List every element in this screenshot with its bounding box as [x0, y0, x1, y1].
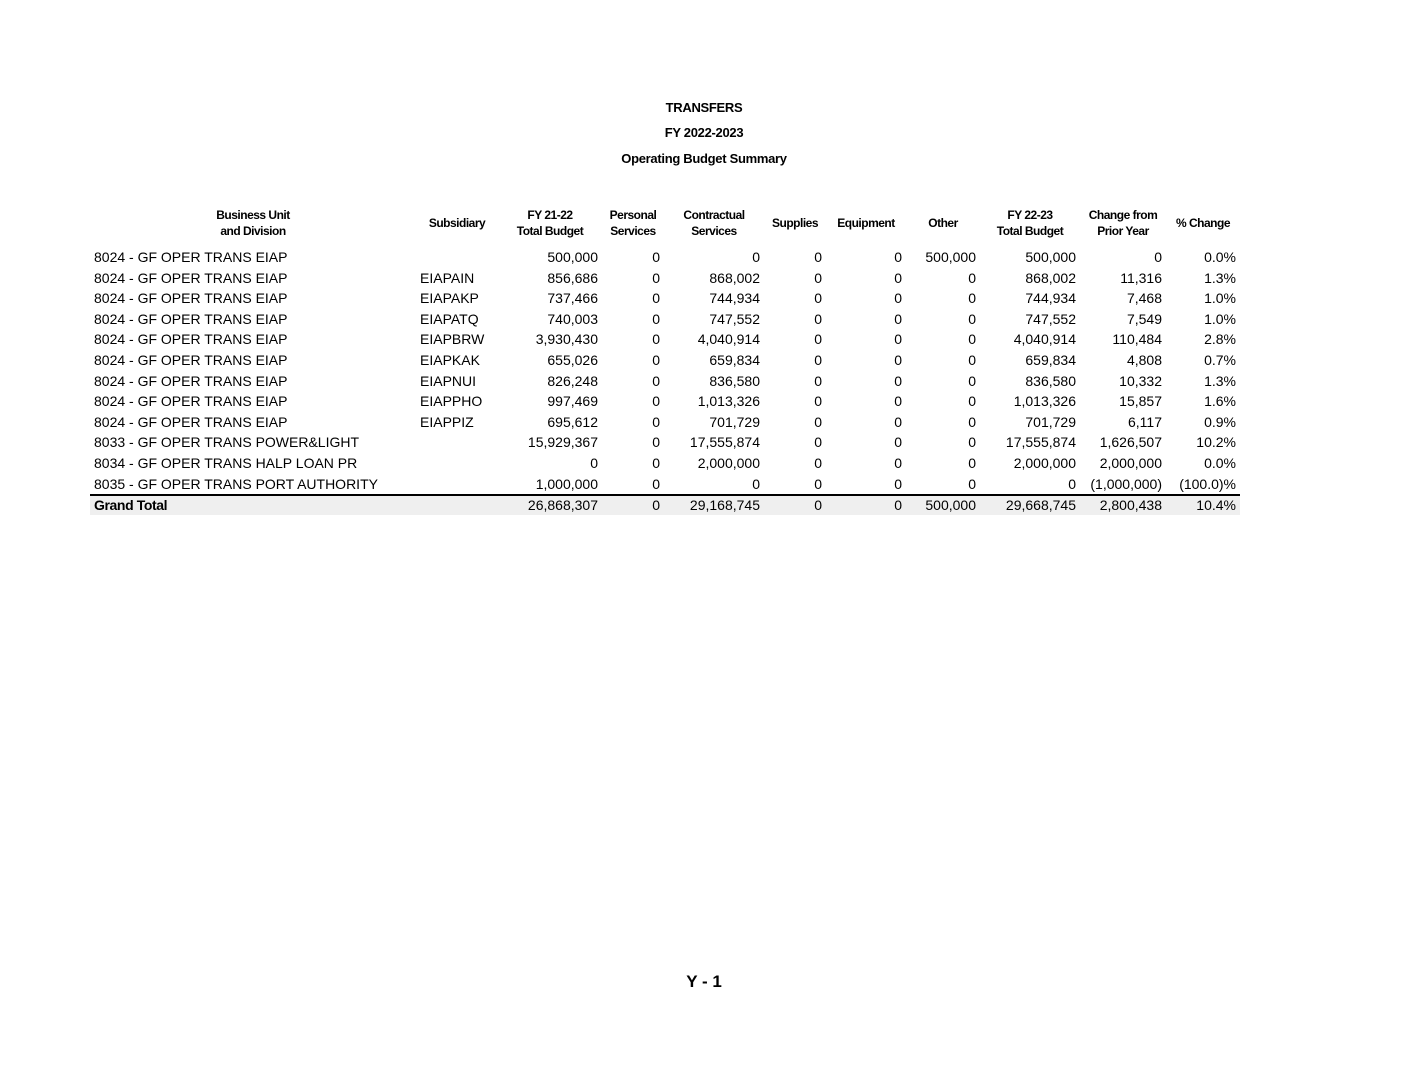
cell-fy21-22-total-budget: 740,003: [547, 310, 598, 327]
cell-contractual-services: 744,934: [709, 290, 760, 307]
cell-supplies: 0: [814, 310, 822, 327]
cell-fy21-22-total-budget: 997,469: [547, 393, 598, 410]
grand-total-row: [90, 495, 1240, 515]
cell-subsidiary: [416, 495, 498, 515]
cell-change-from-prior-year: 15,857: [1119, 393, 1162, 410]
table-row: [90, 288, 1240, 309]
cell-other: 0: [968, 269, 976, 286]
cell-equipment: 0: [894, 454, 902, 471]
cell-personal-services: 0: [652, 249, 660, 265]
cell-fy21-22-total-budget: 15,929,367: [527, 434, 598, 451]
column-header-personal-services: [602, 203, 664, 247]
column-header-business-unit: [90, 203, 416, 247]
cell-other: 0: [968, 372, 976, 389]
cell-percent-change: 0.7%: [1204, 351, 1236, 368]
cell-percent-change: 0.9%: [1204, 413, 1236, 430]
cell-supplies: 0: [764, 495, 826, 515]
column-header-line2: Total Budget: [996, 224, 1064, 238]
cell-contractual-services: 4,040,914: [697, 331, 760, 348]
report-title: TRANSFERS: [665, 100, 743, 115]
cell-business-unit: 8024 - GF OPER TRANS EIAP: [94, 393, 288, 410]
column-header-line1: Personal: [609, 208, 657, 222]
cell-fy21-22-total-budget: 655,026: [547, 351, 598, 368]
column-header-line1: Change from: [1088, 208, 1158, 222]
cell-percent-change: 1.0%: [1204, 310, 1236, 327]
column-header-line2: Services: [691, 224, 737, 238]
cell-change-from-prior-year: 110,484: [1112, 331, 1162, 348]
cell-supplies: 0: [814, 351, 822, 368]
cell-business-unit: 8033 - GF OPER TRANS POWER&LIGHT: [94, 434, 360, 451]
cell-contractual-services: 836,580: [709, 372, 760, 389]
column-header-equipment: [826, 203, 906, 247]
cell-change-from-prior-year: 0: [1154, 249, 1162, 265]
cell-other: 0: [968, 413, 976, 430]
cell-percent-change: 10.2%: [1196, 434, 1236, 451]
cell-fy22-23-total-budget: 29,668,745: [980, 495, 1080, 515]
cell-percent-change: 1.3%: [1204, 372, 1236, 389]
cell-change-from-prior-year: 4,808: [1126, 351, 1162, 368]
cell-fy21-22-total-budget: 737,466: [547, 290, 598, 307]
page-number: Y - 1: [686, 972, 722, 991]
cell-equipment: 0: [894, 434, 902, 451]
column-header-contractual-services: [664, 203, 764, 247]
cell-fy22-23-total-budget: 701,729: [1025, 413, 1076, 430]
cell-personal-services: 0: [652, 393, 660, 410]
cell-other: 0: [968, 393, 976, 410]
column-header-line2: Prior Year: [1097, 224, 1149, 238]
cell-equipment: 0: [894, 290, 902, 307]
cell-fy21-22-total-budget: 3,930,430: [535, 331, 598, 348]
column-header-line2: Services: [610, 224, 656, 238]
column-header-fy21-22-total-budget: [498, 203, 602, 247]
table-row: [90, 268, 1240, 289]
report-subtitle: Operating Budget Summary: [621, 151, 787, 166]
cell-percent-change: 2.8%: [1204, 331, 1236, 348]
cell-personal-services: 0: [652, 290, 660, 307]
cell-other: 500,000: [925, 249, 976, 265]
column-header-line1: Business Unit: [216, 208, 290, 222]
cell-subsidiary: [416, 432, 498, 453]
cell-equipment: 0: [894, 269, 902, 286]
cell-subsidiary: EIAPAIN: [420, 269, 475, 286]
column-header-line1: FY 21-22: [527, 208, 573, 222]
column-header-line1: Equipment: [837, 216, 895, 230]
table-row: [90, 474, 1240, 496]
cell-other: 500,000: [906, 495, 980, 515]
cell-percent-change: 1.0%: [1204, 290, 1236, 307]
cell-equipment: 0: [894, 372, 902, 389]
cell-other: 0: [968, 290, 976, 307]
cell-subsidiary: EIAPAKP: [420, 290, 479, 307]
cell-business-unit: 8034 - GF OPER TRANS HALP LOAN PR: [94, 454, 358, 471]
cell-change-from-prior-year: 10,332: [1119, 372, 1162, 389]
cell-contractual-services: 868,002: [709, 269, 760, 286]
table-row: [90, 432, 1240, 453]
cell-subsidiary: EIAPBRW: [420, 331, 485, 348]
column-header-supplies: [764, 203, 826, 247]
cell-change-from-prior-year: 11,316: [1120, 269, 1162, 286]
cell-subsidiary: [416, 474, 498, 496]
cell-personal-services: 0: [652, 372, 660, 389]
cell-fy21-22-total-budget: 1,000,000: [535, 475, 598, 492]
cell-percent-change: 1.6%: [1204, 393, 1236, 410]
cell-personal-services: 0: [652, 434, 660, 451]
cell-subsidiary: [416, 453, 498, 474]
cell-business-unit: 8024 - GF OPER TRANS EIAP: [94, 290, 288, 307]
cell-business-unit: 8024 - GF OPER TRANS EIAP: [94, 413, 288, 430]
cell-supplies: 0: [814, 413, 822, 430]
cell-contractual-services: 747,552: [709, 310, 760, 327]
cell-fy22-23-total-budget: 4,040,914: [1013, 331, 1076, 348]
cell-personal-services: 0: [652, 331, 660, 348]
cell-other: 0: [968, 331, 976, 348]
cell-equipment: 0: [894, 310, 902, 327]
cell-percent-change: 0.0%: [1204, 454, 1236, 471]
cell-change-from-prior-year: 7,549: [1126, 310, 1162, 327]
cell-contractual-services: 0: [752, 249, 760, 265]
cell-contractual-services: 29,168,745: [664, 495, 764, 515]
cell-contractual-services: 659,834: [709, 351, 760, 368]
cell-equipment: 0: [894, 249, 902, 265]
cell-personal-services: 0: [652, 475, 660, 492]
cell-personal-services: 0: [602, 495, 664, 515]
cell-fy21-22-total-budget: 26,868,307: [498, 495, 602, 515]
cell-business-unit: 8024 - GF OPER TRANS EIAP: [94, 331, 288, 348]
cell-business-unit: 8024 - GF OPER TRANS EIAP: [94, 269, 288, 286]
cell-change-from-prior-year: 7,468: [1126, 290, 1162, 307]
cell-supplies: 0: [814, 249, 822, 265]
table-row: [90, 371, 1240, 392]
cell-subsidiary: EIAPPHO: [420, 393, 483, 410]
cell-personal-services: 0: [652, 351, 660, 368]
table-row: [90, 453, 1240, 474]
cell-contractual-services: 17,555,874: [689, 434, 760, 451]
column-header-fy22-23-total-budget: [980, 203, 1080, 247]
table-row: [90, 391, 1240, 412]
cell-supplies: 0: [814, 454, 822, 471]
cell-personal-services: 0: [652, 310, 660, 327]
cell-subsidiary: EIAPNUI: [420, 372, 477, 389]
table-row: [90, 247, 1240, 268]
table-row: [90, 309, 1240, 330]
column-header-percent-change: [1166, 203, 1240, 247]
cell-business-unit: 8024 - GF OPER TRANS EIAP: [94, 249, 288, 265]
column-header-line2: and Division: [220, 224, 286, 238]
cell-change-from-prior-year: 2,800,438: [1080, 495, 1166, 515]
cell-business-unit: 8024 - GF OPER TRANS EIAP: [94, 310, 288, 327]
cell-percent-change: 0.0%: [1204, 249, 1236, 265]
cell-other: 0: [968, 351, 976, 368]
cell-equipment: 0: [826, 495, 906, 515]
cell-fy22-23-total-budget: 1,013,326: [1013, 393, 1076, 410]
column-header-change-from-prior-year: [1080, 203, 1166, 247]
cell-other: 0: [968, 454, 976, 471]
cell-subsidiary: EIAPKAK: [420, 351, 480, 368]
cell-fy22-23-total-budget: 836,580: [1025, 372, 1076, 389]
cell-business-unit: 8024 - GF OPER TRANS EIAP: [94, 351, 288, 368]
column-header-line1: Supplies: [771, 216, 818, 230]
cell-equipment: 0: [894, 331, 902, 348]
column-header-other: [906, 203, 980, 247]
column-header-line1: FY 22-23: [1007, 208, 1053, 222]
cell-fy21-22-total-budget: 500,000: [547, 249, 598, 265]
cell-personal-services: 0: [652, 269, 660, 286]
cell-change-from-prior-year: 1,626,507: [1099, 434, 1162, 451]
cell-subsidiary: [416, 247, 498, 268]
column-header-line1: Other: [928, 216, 958, 230]
cell-equipment: 0: [894, 393, 902, 410]
column-header-subsidiary: [416, 203, 498, 247]
cell-fy22-23-total-budget: 0: [1068, 475, 1076, 492]
cell-supplies: 0: [814, 434, 822, 451]
cell-supplies: 0: [814, 290, 822, 307]
cell-subsidiary: EIAPPIZ: [420, 413, 474, 430]
cell-fy21-22-total-budget: 826,248: [547, 372, 598, 389]
table-row: [90, 350, 1240, 371]
cell-fy22-23-total-budget: 868,002: [1025, 269, 1076, 286]
cell-personal-services: 0: [652, 454, 660, 471]
budget-summary-table: [90, 203, 1240, 515]
cell-subsidiary: EIAPATQ: [420, 310, 479, 327]
cell-percent-change: (100.0)%: [1179, 475, 1236, 492]
cell-equipment: 0: [894, 475, 902, 492]
cell-other: 0: [968, 475, 976, 492]
cell-change-from-prior-year: (1,000,000): [1090, 475, 1162, 492]
column-header-line1: Subsidiary: [428, 216, 486, 230]
cell-supplies: 0: [814, 269, 822, 286]
column-header-line2: Total Budget: [516, 224, 584, 238]
cell-business-unit: 8024 - GF OPER TRANS EIAP: [94, 372, 288, 389]
cell-fy22-23-total-budget: 659,834: [1025, 351, 1076, 368]
cell-supplies: 0: [814, 475, 822, 492]
cell-contractual-services: 701,729: [709, 413, 760, 430]
cell-business-unit: 8035 - GF OPER TRANS PORT AUTHORITY: [94, 475, 378, 492]
cell-fy21-22-total-budget: 695,612: [547, 413, 598, 430]
table-header-row: [90, 203, 1240, 247]
cell-change-from-prior-year: 6,117: [1128, 413, 1162, 430]
cell-percent-change: 1.3%: [1204, 269, 1236, 286]
cell-fy22-23-total-budget: 2,000,000: [1013, 454, 1076, 471]
table-row: [90, 412, 1240, 433]
cell-percent-change: 10.4%: [1166, 495, 1240, 515]
cell-contractual-services: 1,013,326: [697, 393, 760, 410]
table-row: [90, 329, 1240, 350]
cell-fy21-22-total-budget: 856,686: [547, 269, 598, 286]
cell-fy21-22-total-budget: 0: [590, 454, 598, 471]
cell-contractual-services: 2,000,000: [697, 454, 760, 471]
cell-supplies: 0: [814, 331, 822, 348]
cell-contractual-services: 0: [752, 475, 760, 492]
cell-change-from-prior-year: 2,000,000: [1099, 454, 1162, 471]
table-body: [90, 247, 1240, 515]
cell-supplies: 0: [814, 393, 822, 410]
cell-business-unit: Grand Total: [90, 495, 416, 515]
cell-personal-services: 0: [652, 413, 660, 430]
cell-equipment: 0: [894, 413, 902, 430]
cell-supplies: 0: [814, 372, 822, 389]
cell-equipment: 0: [894, 351, 902, 368]
cell-fy22-23-total-budget: 744,934: [1025, 290, 1076, 307]
cell-fy22-23-total-budget: 747,552: [1025, 310, 1076, 327]
cell-fy22-23-total-budget: 17,555,874: [1005, 434, 1076, 451]
column-header-line1: % Change: [1175, 216, 1230, 230]
cell-fy22-23-total-budget: 500,000: [1025, 249, 1076, 265]
cell-other: 0: [968, 434, 976, 451]
cell-other: 0: [968, 310, 976, 327]
fiscal-year: FY 2022-2023: [664, 125, 744, 140]
column-header-line1: Contractual: [683, 208, 745, 222]
